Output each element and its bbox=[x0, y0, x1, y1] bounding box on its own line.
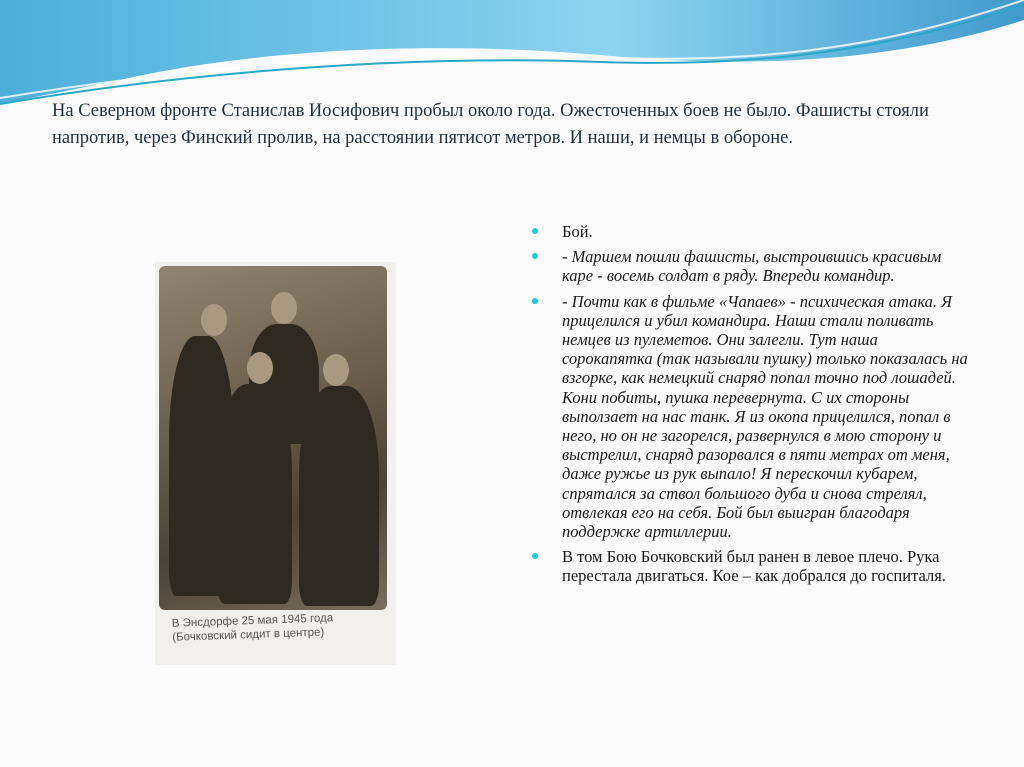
photo-caption bbox=[172, 611, 334, 645]
caption-line: В Энсдорфе 25 мая 1945 года bbox=[171, 612, 334, 630]
caption-line: (Бочковский сидит в центре) bbox=[172, 626, 325, 644]
bullet-list bbox=[532, 222, 972, 592]
historical-photo bbox=[155, 262, 396, 665]
bullet-icon bbox=[532, 298, 538, 304]
bullet-text: - Почти как в фильме «Чапаев» - психическая атака. Я прицелился и убил командира. Наши стали поливать немцев из пулеметов. Они залегли. Тут наша сорокапятка (так называли пушку) только показалась на взгорке, как немецкий снаряд попал точно под лошадей. Кони побиты, пушка перевернута. С их стороны выползает на нас танк. Я из окопа прицелился, попал в него, но он не загорелся, развернулся в мою сторону и выстрелил, снаряд разорвался в пяти метрах от меня, даже ружье из рук выпало! Я перескочил кубарем, спрятался за ствол большого дуба и снова стрелял, отвлекая его на себя. Бой был выигран благодаря поддержке артиллерии. bbox=[562, 291, 968, 542]
bullet-icon bbox=[532, 253, 538, 259]
bullet-text: Бой. bbox=[562, 222, 593, 241]
bullet-item bbox=[532, 547, 972, 585]
bullet-text: В том Бою Бочковский был ранен в левое плечо. Рука перестала двигаться. Кое – как добрался до госпиталя. bbox=[562, 547, 946, 586]
bullet-item bbox=[532, 222, 972, 241]
bullet-item bbox=[532, 247, 972, 285]
bullet-item bbox=[532, 292, 972, 542]
bullet-text: - Маршем пошли фашисты, выстроившись красивым каре - восемь солдат в ряду. Впереди командир. bbox=[562, 247, 942, 286]
slide-title: На Северном фронте Станислав Иосифович пробыл около года. Ожесточенных боев не было. Фашисты стояли напротив, через Финский пролив, на расстоянии пятисот метров. И наши, и немцы в обороне. bbox=[52, 101, 929, 148]
bullet-icon bbox=[532, 228, 538, 234]
bullet-icon bbox=[532, 553, 538, 559]
header-wave-decoration bbox=[0, 0, 1024, 110]
soldiers-photo-image bbox=[159, 266, 387, 610]
